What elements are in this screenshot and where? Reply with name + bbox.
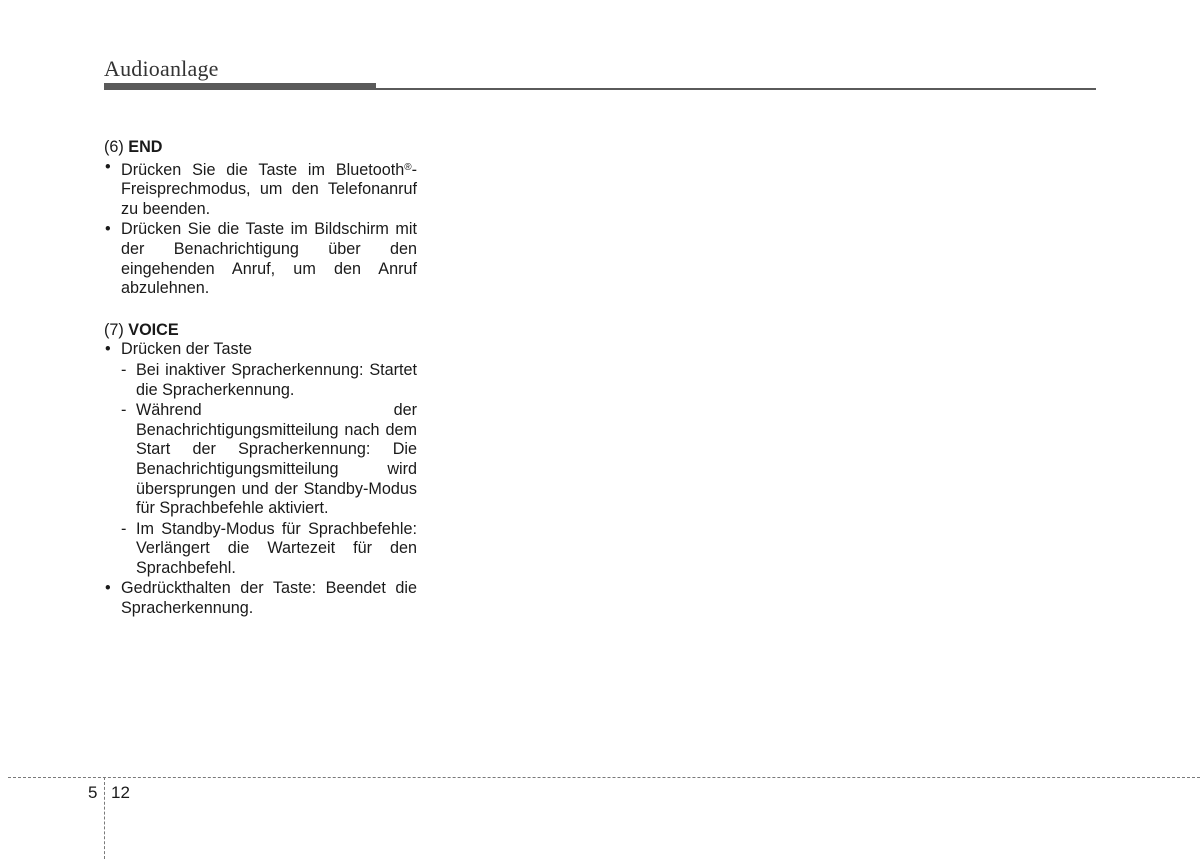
header-rule-thick xyxy=(104,83,376,90)
footer-divider xyxy=(8,777,1200,778)
footer-vertical-divider xyxy=(104,777,105,859)
list-item: • Drücken Sie die Taste im Bluetooth®-Freisprechmodus, um den Telefonanruf zu beenden. xyxy=(104,158,417,220)
section-heading-end xyxy=(104,138,417,158)
page-number: 12 xyxy=(111,783,130,802)
section-number: (7) xyxy=(104,320,124,339)
section-name: END xyxy=(128,138,163,156)
sub-list-item: - Während der Benachrichtigungsmitteilung nach dem Start der Spracherkennung: Die Benachrichtigungsmitteilung wird übersprungen und der Standby-Modus für Sprachbefehle aktiviert. xyxy=(104,401,417,519)
list-item: • Drücken der Taste xyxy=(104,340,417,360)
content-column xyxy=(104,138,417,619)
list-item: • Gedrückthalten der Taste: Beendet die Spracherkennung. xyxy=(104,579,417,618)
section-heading-voice xyxy=(104,321,417,341)
page-title: Audioanlage xyxy=(104,56,219,81)
registered-mark: ® xyxy=(404,161,412,173)
header-rule-thin xyxy=(376,88,1096,90)
section-number: (6) xyxy=(104,138,124,156)
section-spacer xyxy=(104,299,417,321)
section-name: VOICE xyxy=(128,320,179,339)
sub-list-item: - Im Standby-Modus für Sprachbefehle: Verlängert die Wartezeit für den Sprachbefehl. xyxy=(104,520,417,579)
chapter-number: 5 xyxy=(88,783,98,802)
list-item: • Drücken Sie die Taste im Bildschirm mit der Benachrichtigung über den eingehenden Anruf, um den Anruf abzulehnen. xyxy=(104,220,417,298)
sub-list-item: - Bei inaktiver Spracherkennung: Startet die Spracherkennung. xyxy=(104,361,417,400)
sub-list xyxy=(104,361,417,579)
